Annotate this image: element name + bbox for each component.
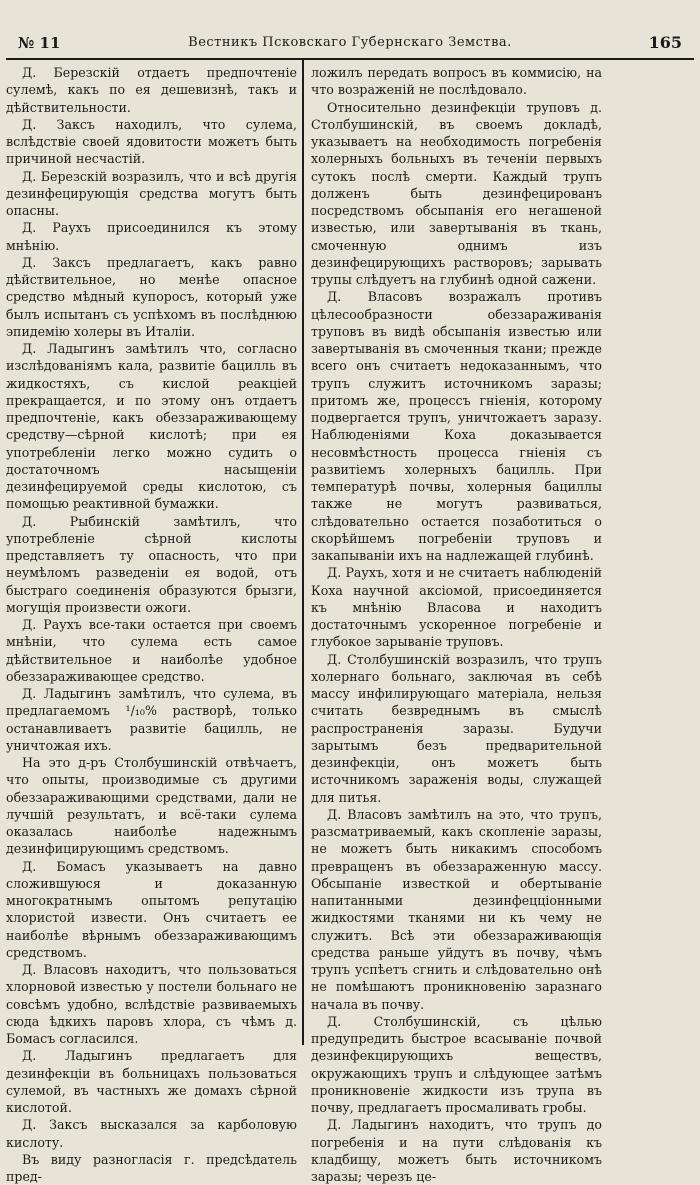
- paragraph: Д. Власовъ возражалъ противъ цѣлесообразности обеззараживанія труповъ въ видѣ обсыпанія известью или завертыванія въ смоченныя ткани; прежде всего онъ считаетъ недоказаннымъ, что трупъ служитъ источникомъ заразы; притомъ же, процессъ гніенія, которому подвергается трупъ, уничтожаетъ заразу. Наблюденіями Коха доказывается несовмѣстность процесса гніенія съ развитіемъ холерныхъ бацилль. При температурѣ почвы, холерныя бациллы также не могутъ развиваться, слѣдовательно остается позаботиться о скорѣйшемъ погребеніи труповъ и закапываніи ихъ на надлежащей глубинѣ.: [311, 289, 602, 563]
- paragraph: Д. Столбушинскій, съ цѣлью предупредить быстрое всасываніе почвой дезинфекцирующихъ веществъ, окружающихъ трупъ и слѣдующее затѣмъ проникновеніе жидкости изъ трупа въ почву, предлагаетъ просмаливать гробы.: [311, 1013, 602, 1115]
- paragraph: Д. Ладыгинъ предлагаетъ для дезинфекціи въ больницахъ пользоваться сулемой, въ частныхъ же домахъ сѣрной кислотой.: [6, 1048, 297, 1115]
- paragraph: Д. Столбушинскій возразилъ, что трупъ холернаго больнаго, заключая въ себѣ массу инфилирующаго матеріала, нельзя считать безвреднымъ въ смыслѣ распространенія заразы. Будучи зарытымъ безъ предварительной дезинфекціи, онъ можетъ быть источникомъ зараженія воды, служащей для питья.: [311, 651, 602, 805]
- paragraph: Д. Раухъ все-таки остается при своемъ мнѣніи, что сулема есть самое дѣйствительное и наиболѣе удобное обеззараживающее средство.: [6, 617, 297, 684]
- paragraph: Д. Раухъ, хотя и не считаетъ наблюденій Коха научной аксіомой, присоединяется къ мнѣнію Власова и находитъ достаточнымъ ускоренное погребеніе и глубокое зарываніе труповъ.: [311, 565, 602, 650]
- header-rule: [6, 58, 694, 60]
- left-column: [6, 64, 297, 1184]
- paragraph: Д. Ладыгинъ находитъ, что трупъ до погребенія и на пути слѣдованія къ кладбищу, можетъ быть источникомъ заразы; черезъ це-: [311, 1117, 602, 1184]
- paragraph: Д. Заксъ высказался за карболовую кислоту.: [6, 1117, 297, 1150]
- paragraph: Д. Заксъ предлагаетъ, какъ равно дѣйствительное, но менѣе опасное средство мѣдный купоросъ, который уже былъ испытанъ съ успѣхомъ въ послѣднюю эпидемію холеры въ Италіи.: [6, 254, 297, 339]
- page-header: [18, 30, 682, 58]
- paragraph: ложилъ передать вопросъ въ коммисію, на что возраженій не послѣдовало.: [311, 65, 602, 98]
- paragraph: Въ виду разногласія г. предсѣдатель пред-: [6, 1151, 297, 1184]
- paragraph: Д. Ладыгинъ замѣтилъ, что сулема, въ предлагаемомъ ¹/₁₀% растворѣ, только останавливаетъ развитіе бацилль, не уничтожая ихъ.: [6, 686, 297, 753]
- paragraph: Д. Заксъ находилъ, что сулема, вслѣдствіе своей ядовитости можетъ быть причиной несчастій.: [6, 116, 297, 167]
- right-column: [311, 64, 602, 1184]
- issue-number: № 11: [18, 34, 61, 52]
- paragraph: Д. Раухъ присоединился къ этому мнѣнію.: [6, 220, 297, 253]
- paragraph: Д. Ладыгинъ замѣтилъ что, согласно изслѣдованіямъ кала, развитіе бацилль въ жидкостяхъ, съ кислой реакціей прекращается, и по этому онъ отдаетъ предпочтеніе, какъ обеззараживающему средству—сѣрной кислотѣ; при ея употребленіи легко можно судить о достаточномъ насыщеніи дезинфецируемой среды кислотою, съ помощью реактивной бумажки.: [6, 341, 297, 512]
- page-number: 165: [648, 33, 682, 52]
- paragraph: Д. Рыбинскій замѣтилъ, что употребленіе сѣрной кислоты представляетъ ту опасность, что при неумѣломъ разведеніи ея водой, отъ быстраго соединенія образуются брызги, могущія произвести ожоги.: [6, 513, 297, 615]
- journal-title: Вестникъ Псковскаго Губернскаго Земства.: [188, 35, 512, 50]
- column-divider: [302, 60, 304, 1045]
- paragraph: Д. Власовъ находитъ, что пользоваться хлорновой известью у постели больнаго не совсѣмъ удобно, вслѣдствіе развиваемыхъ сюда ѣдкихъ паровъ хлора, съ чѣмъ д. Бомасъ согласился.: [6, 962, 297, 1046]
- paragraph: На это д-ръ Столбушинскій отвѣчаетъ, что опыты, производимые съ другими обеззараживающими средствами, дали не лучшій результатъ, и всё-таки сулема оказалась наиболѣе надежнымъ дезинфицирующимъ средствомъ.: [6, 755, 297, 857]
- paragraph: Д. Березскій возразилъ, что и всѣ другія дезинфецирующія средства могутъ быть опасны.: [6, 168, 297, 218]
- paragraph: Д. Бомасъ указываетъ на давно сложившуюся и доказанную многократнымъ опытомъ репутацію хлористой извести. Онъ считаетъ ее наиболѣе вѣрнымъ обеззараживающимъ средствомъ.: [6, 858, 297, 960]
- paragraph: Относительно дезинфекціи труповъ д. Столбушинскій, въ своемъ докладѣ, указываетъ на необходимость погребенія холерныхъ больныхъ въ теченіи первыхъ сутокъ послѣ смерти. Каждый трупъ долженъ быть дезинфецированъ посредствомъ обсыпанія его негашеной известью, или завертыванія въ ткань, смоченную однимъ изъ дезинфецирующихъ растворовъ; зарывать трупы слѣдуетъ на глубинѣ одной сажени.: [311, 99, 602, 287]
- paragraph: Д. Власовъ замѣтилъ на это, что трупъ, разсматриваемый, какъ скопленіе заразы, не можетъ быть никакимъ способомъ превращенъ въ обеззараженную массу. Обсыпаніе известкой и обертываніе напитанными дезинфецціонными жидкостями тканями ни къ чему не служитъ. Всѣ эти обеззараживающія средства раньше уйдутъ въ почву, чѣмъ трупъ успѣетъ сгнить и слѣдовательно онѣ не помѣшаютъ проникновенію заразнаго начала въ почву.: [311, 806, 602, 1012]
- paragraph: Д. Березскій отдаетъ предпочтеніе сулемѣ, какъ по ея дешевизнѣ, такъ и дѣйствительности.: [6, 65, 297, 115]
